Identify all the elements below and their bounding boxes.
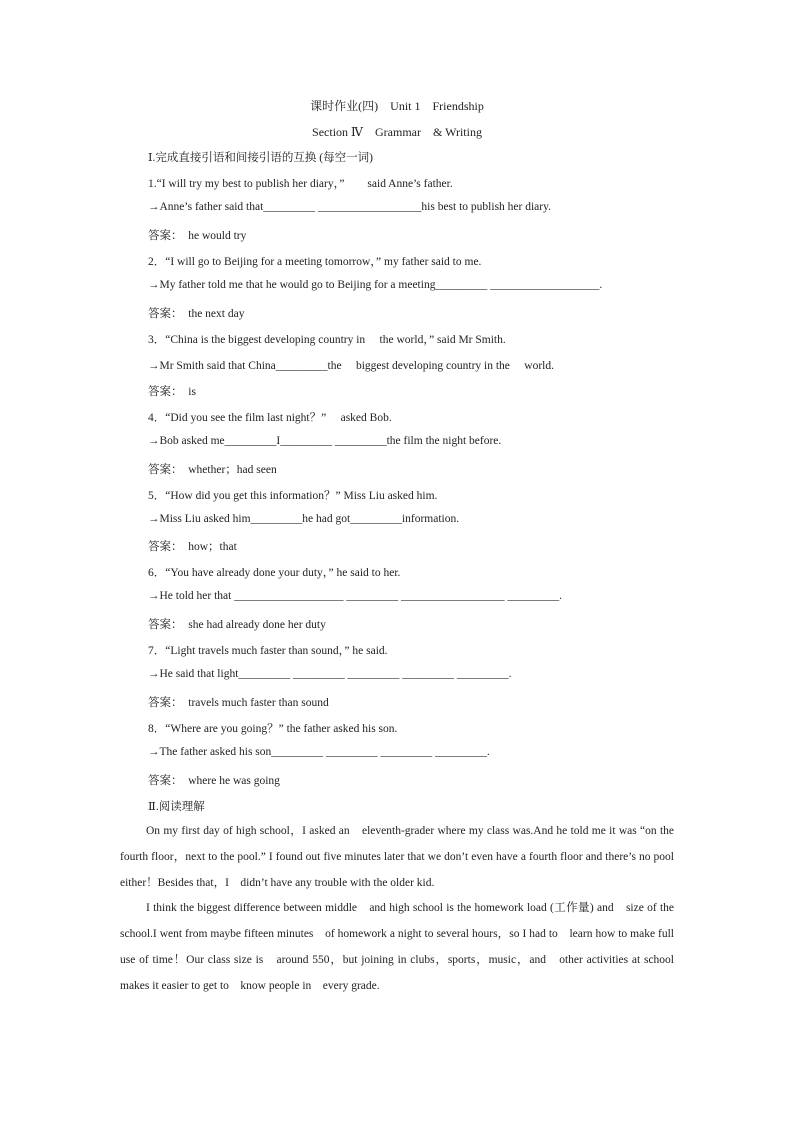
question-2: 2．“I will go to Beijing for a meeting tomorrow，” my father said to me. [148,256,482,268]
answer-4: 答案： whether；had seen [148,464,277,476]
question-8: 8．“Where are you going？” the father asked his son. [148,723,398,735]
rewrite-6: →He told her that ___________________ _________ __________________ _________. [148,590,562,602]
question-6: 6．“You have already done your duty，” he said to her. [148,567,401,579]
answer-3: 答案： is [148,386,196,398]
answer-6: 答案： she had already done her duty [148,619,326,631]
rewrite-1: →Anne’s father said that_________ __________________his best to publish her diary. [148,201,551,213]
rewrite-5: →Miss Liu asked him_________he had got_________information. [148,513,460,525]
section-heading-1: Ⅰ.完成直接引语和间接引语的互换 (每空一词) [148,152,373,164]
rewrite-8: →The father asked his son_________ _________ _________ _________. [148,746,490,758]
rewrite-4: →Bob asked me_________I_________ _________the film the night before. [148,435,502,447]
section-heading-2: Ⅱ.阅读理解 [148,801,205,813]
question-3: 3．“China is the biggest developing country in the world，” said Mr Smith. [148,334,506,346]
answer-8: 答案： where he was going [148,775,280,787]
rewrite-2: →My father told me that he would go to Beijing for a meeting_________ ___________________. [148,279,603,291]
rewrite-3: →Mr Smith said that China_________the biggest developing country in the world. [148,360,554,372]
paragraph-1: On my first day of high school，I asked an eleventh-grader where my class was.And he told me it was “on the fourth floor，next to the pool.” I found out five minutes later that we don’t even have a fourth floor and there’s no pool either！Besides that，I didn’t have any trouble with the older kid. [120,825,674,889]
question-4: 4．“Did you see the film last night？” asked Bob. [148,412,392,424]
reading-passage [120,819,674,1000]
question-5: 5．“How did you get this information？” Miss Liu asked him. [148,490,438,502]
rewrite-7: →He said that light_________ _________ _________ _________ _________. [148,668,512,680]
question-7: 7．“Light travels much faster than sound，” he said. [148,645,388,657]
page-title: 课时作业(四) Unit 1 Friendship [310,99,484,113]
answer-2: 答案： the next day [148,308,245,320]
answer-5: 答案： how；that [148,541,237,553]
question-1: 1.“I will try my best to publish her diary，” said Anne’s father. [148,178,453,190]
answer-1: 答案： he would try [148,230,247,242]
answer-7: 答案： travels much faster than sound [148,697,329,709]
page-subtitle: Section Ⅳ Grammar & Writing [312,125,482,139]
paragraph-2: I think the biggest difference between middle and high school is the homework load (工作量) and size of the school.I went from maybe fifteen minutes of homework a night to several hours，so I had to learn how to make full use of time！Our class size is around 550，but joining in clubs，sports，music，and other activities at school makes it easier to get to know people in every grade. [120,902,674,992]
